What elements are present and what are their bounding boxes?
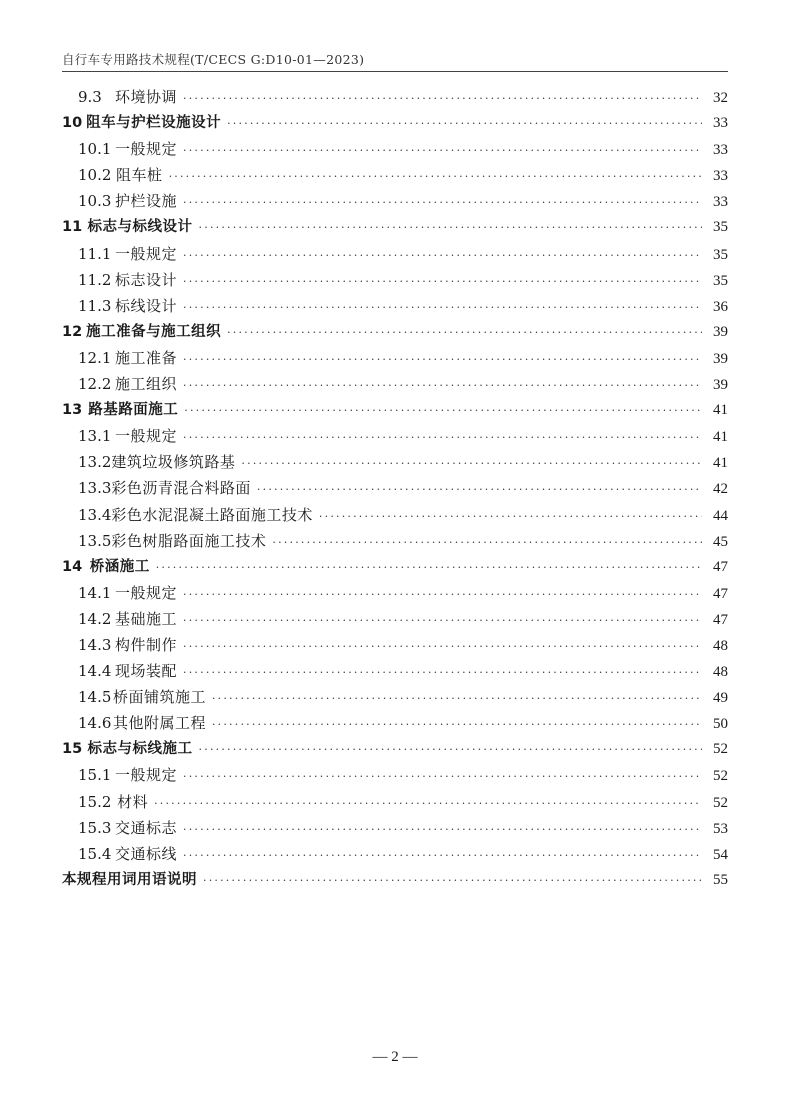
toc-entry-title: 一般规定 bbox=[115, 244, 178, 263]
toc-section-entry[interactable] bbox=[62, 423, 728, 449]
toc-section-entry[interactable] bbox=[62, 162, 728, 188]
toc-entry-page: 49 bbox=[713, 690, 728, 707]
toc-section-entry[interactable] bbox=[62, 710, 728, 736]
toc-entry-page: 33 bbox=[713, 168, 728, 185]
toc-section-entry[interactable] bbox=[62, 267, 728, 293]
dot-leader bbox=[183, 295, 702, 321]
toc-entry-number: 14.1 bbox=[78, 583, 112, 602]
toc-entry-title: 其他附属工程 bbox=[112, 714, 206, 733]
toc-chapter-entry[interactable] bbox=[62, 736, 728, 762]
dot-leader bbox=[183, 269, 702, 295]
toc-entry-page: 32 bbox=[713, 90, 728, 106]
toc-entry-number: 12.2 bbox=[78, 375, 112, 394]
toc-entry-number: 12.1 bbox=[78, 348, 112, 367]
dot-leader bbox=[272, 530, 702, 556]
toc-entry-title: 护栏设施 bbox=[115, 192, 178, 211]
toc-entry-page: 55 bbox=[713, 871, 728, 888]
toc-section-entry[interactable] bbox=[62, 188, 728, 214]
toc-section-entry[interactable] bbox=[62, 136, 728, 162]
toc-section-entry[interactable] bbox=[62, 580, 728, 606]
dot-leader bbox=[257, 477, 702, 503]
toc-entry-number: 13.4 bbox=[78, 505, 112, 524]
dot-leader bbox=[212, 686, 702, 712]
toc-entry-title: 标志与标线设计 bbox=[87, 219, 193, 236]
dot-leader bbox=[183, 582, 702, 608]
toc-entry-title: 交通标线 bbox=[115, 844, 178, 863]
toc-entry-title: 构件制作 bbox=[115, 635, 178, 654]
toc-entry-page: 42 bbox=[713, 481, 728, 498]
toc-entry-page: 52 bbox=[713, 768, 728, 785]
toc-entry-page: 35 bbox=[713, 219, 728, 236]
toc-chapter-entry[interactable] bbox=[62, 319, 728, 345]
toc-entry-page: 33 bbox=[713, 142, 728, 159]
toc-entry-page: 52 bbox=[713, 794, 728, 811]
toc-entry-number: 10 bbox=[62, 115, 83, 132]
toc-entry-number: 11.3 bbox=[78, 296, 112, 315]
toc-entry-title: 标线设计 bbox=[115, 296, 178, 315]
table-of-contents bbox=[62, 84, 728, 893]
toc-entry-title: 基础施工 bbox=[115, 609, 178, 628]
dot-leader bbox=[183, 138, 702, 164]
toc-entry-title: 一般规定 bbox=[115, 140, 178, 159]
toc-section-entry[interactable] bbox=[62, 241, 728, 267]
toc-entry-number: 15.1 bbox=[78, 766, 112, 785]
toc-section-entry[interactable] bbox=[62, 815, 728, 841]
toc-entry-number: 11.2 bbox=[78, 270, 112, 289]
toc-section-entry[interactable] bbox=[62, 371, 728, 397]
toc-entry-title: 施工组织 bbox=[115, 375, 178, 394]
toc-section-entry[interactable] bbox=[62, 475, 728, 501]
toc-entry-number: 14 bbox=[62, 558, 83, 575]
dot-leader bbox=[156, 555, 702, 581]
toc-section-entry[interactable] bbox=[62, 762, 728, 788]
dot-leader bbox=[154, 791, 702, 817]
toc-entry-title: 标志设计 bbox=[115, 270, 178, 289]
toc-entry-page: 39 bbox=[713, 377, 728, 394]
dot-leader bbox=[183, 243, 702, 269]
dot-leader bbox=[227, 111, 702, 137]
toc-section-entry[interactable] bbox=[62, 502, 728, 528]
toc-section-entry[interactable] bbox=[62, 528, 728, 554]
toc-entry-page: 41 bbox=[713, 455, 728, 472]
toc-entry-number: 11.1 bbox=[78, 244, 112, 263]
toc-entry-number: 13.5 bbox=[78, 531, 112, 550]
dot-leader bbox=[199, 215, 702, 241]
dot-leader bbox=[319, 504, 702, 530]
toc-section-entry[interactable] bbox=[62, 84, 728, 110]
dot-leader bbox=[203, 868, 702, 894]
dot-leader bbox=[199, 737, 702, 763]
toc-entry-page: 41 bbox=[713, 402, 728, 419]
dot-leader bbox=[183, 86, 702, 112]
toc-chapter-entry[interactable] bbox=[62, 214, 728, 240]
toc-entry-title: 彩色水泥混凝土路面施工技术 bbox=[111, 505, 313, 524]
toc-entry-page: 36 bbox=[713, 298, 728, 315]
toc-entry-page: 48 bbox=[713, 664, 728, 681]
toc-entry-title: 交通标志 bbox=[115, 818, 178, 837]
toc-entry-number: 14.2 bbox=[78, 609, 112, 628]
toc-entry-number: 13.1 bbox=[78, 427, 112, 446]
toc-chapter-entry[interactable] bbox=[62, 867, 728, 893]
toc-chapter-entry[interactable] bbox=[62, 397, 728, 423]
toc-entry-title: 一般规定 bbox=[115, 766, 178, 785]
dot-leader bbox=[212, 712, 702, 738]
toc-entry-page: 54 bbox=[713, 846, 728, 863]
toc-entry-title: 一般规定 bbox=[115, 583, 178, 602]
toc-entry-page: 53 bbox=[713, 820, 728, 837]
toc-entry-page: 33 bbox=[713, 115, 728, 132]
dot-leader bbox=[184, 398, 702, 424]
dot-leader bbox=[183, 634, 702, 660]
toc-entry-title: 本规程用词用语说明 bbox=[62, 871, 197, 888]
toc-entry-title: 路基路面施工 bbox=[88, 402, 179, 419]
toc-entry-page: 35 bbox=[713, 272, 728, 289]
toc-entry-page: 47 bbox=[713, 585, 728, 602]
toc-entry-number: 15 bbox=[62, 741, 83, 758]
toc-entry-page: 33 bbox=[713, 194, 728, 211]
toc-entry-title: 环境协调 bbox=[115, 88, 178, 106]
running-header: 自行车专用路技术规程(T/CECS G:D10-01—2023) bbox=[62, 52, 365, 67]
toc-entry-title: 阻车桩 bbox=[116, 166, 163, 185]
dot-leader bbox=[183, 190, 702, 216]
toc-entry-number: 14.5 bbox=[78, 688, 112, 707]
toc-entry-title: 一般规定 bbox=[115, 427, 178, 446]
dot-leader bbox=[183, 373, 702, 399]
toc-entry-number: 10.3 bbox=[78, 192, 112, 211]
dot-leader bbox=[183, 608, 702, 634]
toc-entry-page: 44 bbox=[713, 507, 728, 524]
toc-entry-page: 48 bbox=[713, 637, 728, 654]
toc-section-entry[interactable] bbox=[62, 632, 728, 658]
toc-entry-title: 现场装配 bbox=[115, 662, 178, 681]
toc-entry-number: 10.2 bbox=[78, 166, 112, 185]
toc-section-entry[interactable] bbox=[62, 293, 728, 319]
toc-entry-page: 41 bbox=[713, 429, 728, 446]
toc-section-entry[interactable] bbox=[62, 841, 728, 867]
dot-leader bbox=[169, 164, 702, 190]
dot-leader bbox=[183, 425, 702, 451]
toc-entry-number: 15.4 bbox=[78, 844, 112, 863]
toc-entry-number: 13.2 bbox=[78, 453, 112, 472]
dot-leader bbox=[183, 660, 702, 686]
toc-entry-number: 10.1 bbox=[78, 140, 112, 159]
toc-entry-number: 13 bbox=[62, 402, 83, 419]
toc-entry-number: 11 bbox=[62, 219, 83, 236]
toc-entry-title: 桥面铺筑施工 bbox=[112, 688, 206, 707]
dot-leader bbox=[183, 843, 702, 869]
toc-section-entry[interactable] bbox=[62, 658, 728, 684]
toc-entry-page: 45 bbox=[713, 533, 728, 550]
toc-entry-title: 标志与标线施工 bbox=[87, 741, 193, 758]
toc-entry-title: 施工准备 bbox=[115, 348, 178, 367]
toc-entry-title: 材料 bbox=[117, 792, 149, 811]
toc-entry-title: 阻车与护栏设施设计 bbox=[86, 115, 222, 132]
toc-entry-page: 47 bbox=[713, 611, 728, 628]
toc-section-entry[interactable] bbox=[62, 789, 728, 815]
header-divider bbox=[62, 71, 728, 72]
toc-entry-title: 施工准备与施工组织 bbox=[86, 323, 222, 340]
toc-section-entry[interactable] bbox=[62, 345, 728, 371]
toc-entry-page: 50 bbox=[713, 716, 728, 733]
toc-section-entry[interactable] bbox=[62, 606, 728, 632]
toc-entry-title: 建筑垃圾修筑路基 bbox=[111, 453, 236, 472]
toc-entry-page: 52 bbox=[713, 741, 728, 758]
toc-entry-number: 14.6 bbox=[78, 714, 112, 733]
toc-entry-title: 桥涵施工 bbox=[89, 558, 150, 575]
toc-section-entry[interactable] bbox=[62, 684, 728, 710]
page-number: — 2 — bbox=[372, 1049, 418, 1065]
toc-entry-number: 14.4 bbox=[78, 662, 112, 681]
toc-entry-number: 14.3 bbox=[78, 635, 112, 654]
toc-entry-number: 15.2 bbox=[78, 792, 112, 811]
toc-entry-page: 39 bbox=[713, 350, 728, 367]
toc-entry-title: 彩色树脂路面施工技术 bbox=[111, 531, 267, 550]
toc-entry-number: 12 bbox=[62, 323, 83, 340]
toc-entry-page: 47 bbox=[713, 558, 728, 575]
dot-leader bbox=[227, 320, 702, 346]
dot-leader bbox=[183, 817, 702, 843]
dot-leader bbox=[183, 764, 702, 790]
toc-chapter-entry[interactable] bbox=[62, 110, 728, 136]
toc-entry-title: 彩色沥青混合料路面 bbox=[111, 479, 251, 498]
toc-entry-number: 13.3 bbox=[78, 479, 112, 498]
dot-leader bbox=[241, 451, 702, 477]
toc-entry-page: 39 bbox=[713, 323, 728, 340]
toc-entry-number: 9.3 bbox=[78, 88, 102, 106]
dot-leader bbox=[183, 347, 702, 373]
toc-chapter-entry[interactable] bbox=[62, 554, 728, 580]
toc-entry-number: 15.3 bbox=[78, 818, 112, 837]
toc-entry-page: 35 bbox=[713, 246, 728, 263]
toc-section-entry[interactable] bbox=[62, 449, 728, 475]
